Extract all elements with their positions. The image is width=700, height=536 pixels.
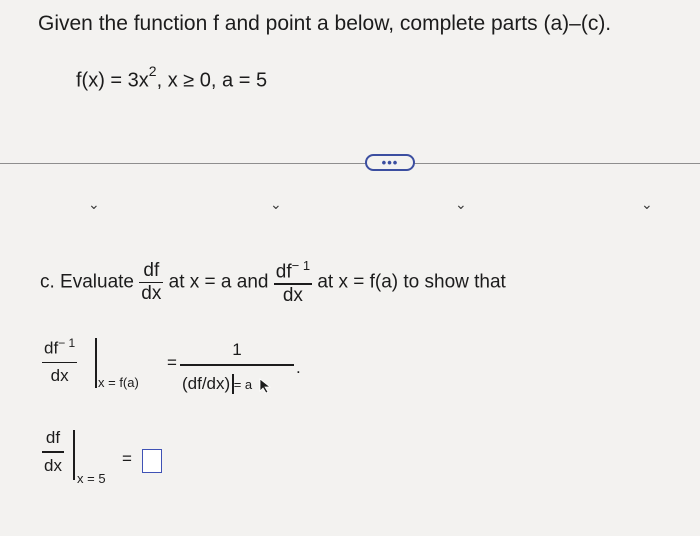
part-c-at-a: at x = a and <box>168 271 269 293</box>
answer-input[interactable] <box>142 449 162 473</box>
chevron-down-icon[interactable]: ⌄ <box>270 196 282 212</box>
fraction-numerator: 1 <box>232 340 242 359</box>
more-options-icon[interactable]: ••• <box>365 154 415 171</box>
part-c-instruction <box>40 258 506 307</box>
fraction-numerator: df <box>143 259 160 281</box>
evaluation-bar <box>73 430 75 480</box>
fraction-numerator: df <box>45 428 61 447</box>
evaluation-point: x = f(a) <box>98 375 139 390</box>
fraction-denominator-group <box>180 366 294 395</box>
inverse-derivative-identity <box>42 336 77 386</box>
function-exponent: 2 <box>148 63 157 79</box>
fraction-denominator: dx <box>141 283 162 305</box>
fraction-bar <box>42 451 64 453</box>
fraction-numerator: df <box>44 338 59 358</box>
inverse-exponent: − 1 <box>291 258 311 273</box>
fraction-numerator: df <box>275 261 292 283</box>
reciprocal-fraction <box>180 340 294 394</box>
evaluation-bar <box>95 338 97 388</box>
fraction-numerator-group <box>274 258 312 283</box>
reciprocal-fraction-body <box>180 340 294 394</box>
evaluation-point: = a <box>233 376 253 392</box>
equals-sign: = <box>122 449 132 468</box>
df-dx-fraction <box>42 428 64 476</box>
chevron-down-icon[interactable]: ⌄ <box>455 196 467 212</box>
problem-title: Given the function f and point a below, complete parts (a)–(c). <box>38 12 612 35</box>
answer-fraction <box>42 428 64 476</box>
evaluation-point: x = 5 <box>77 471 106 486</box>
equals-sign: = <box>167 353 177 372</box>
chevron-down-icon[interactable]: ⌄ <box>641 196 653 212</box>
chevron-down-icon[interactable]: ⌄ <box>88 196 100 212</box>
df-dx-fraction <box>139 260 163 306</box>
function-conditions: , x ≥ 0, a = 5 <box>156 69 268 92</box>
fraction-denominator: (df/dx) <box>182 373 231 393</box>
period: . <box>296 358 301 377</box>
section-divider <box>0 163 700 164</box>
cursor-icon <box>258 378 274 394</box>
function-lhs: f(x) = 3x <box>76 69 149 92</box>
fraction-numerator-group <box>42 336 77 359</box>
dfinv-dx-fraction <box>42 336 77 386</box>
fraction-denominator: dx <box>44 455 62 475</box>
fraction-denominator: dx <box>282 284 303 306</box>
part-c-at-fa: at x = f(a) to show that <box>317 271 506 293</box>
function-definition <box>76 63 268 93</box>
fraction-bar <box>42 362 77 364</box>
dfinv-dx-fraction <box>274 258 312 307</box>
fraction-denominator: dx <box>50 366 69 386</box>
part-c-prefix: c. Evaluate <box>40 271 134 293</box>
inverse-exponent: − 1 <box>58 336 76 350</box>
